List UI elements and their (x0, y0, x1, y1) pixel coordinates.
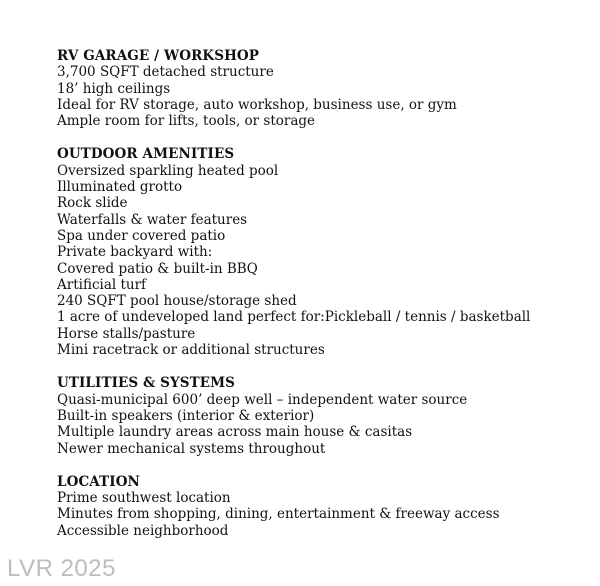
section-utilities-systems (57, 375, 587, 456)
feature-line: Illuminated grotto (57, 179, 183, 196)
section-outdoor-amenities (57, 146, 587, 358)
section-rv-garage-workshop (57, 48, 587, 129)
feature-line: Newer mechanical systems throughout (57, 440, 326, 457)
feature-line: Oversized sparkling heated pool (57, 162, 279, 179)
feature-line: Multiple laundry areas across main house & casitas (57, 424, 413, 441)
feature-line: 240 SQFT pool house/storage shed (57, 293, 297, 310)
feature-line: Minutes from shopping, dining, entertainment & freeway access (57, 506, 500, 523)
section-location (57, 474, 587, 539)
section-heading: LOCATION (57, 473, 140, 490)
feature-line: Ample room for lifts, tools, or storage (57, 113, 316, 130)
feature-line: Prime southwest location (57, 490, 231, 507)
feature-line: Private backyard with: (57, 244, 213, 261)
section-heading: RV GARAGE / WORKSHOP (57, 48, 260, 64)
feature-line: Horse stalls/pasture (57, 325, 196, 342)
property-features-document (57, 48, 587, 539)
feature-line: 1 acre of undeveloped land perfect for:Pickleball / tennis / basketball (57, 309, 531, 326)
section-heading: UTILITIES & SYSTEMS (57, 375, 235, 392)
feature-line: Built-in speakers (interior & exterior) (57, 407, 315, 424)
feature-line: 18’ high ceilings (57, 80, 171, 97)
feature-line: Ideal for RV storage, auto workshop, business use, or gym (57, 96, 457, 113)
watermark: LVR 2025 (7, 555, 116, 582)
feature-line: Spa under covered patio (57, 227, 226, 244)
feature-line: Mini racetrack or additional structures (57, 342, 325, 359)
feature-line: Covered patio & built-in BBQ (57, 260, 258, 277)
feature-line: Rock slide (57, 195, 128, 212)
feature-line: 3,700 SQFT detached structure (57, 64, 274, 81)
feature-line: Artificial turf (57, 276, 147, 293)
feature-line: Waterfalls & water features (57, 211, 248, 228)
feature-line: Quasi-municipal 600’ deep well – independent water source (57, 391, 468, 408)
section-heading: OUTDOOR AMENITIES (57, 146, 235, 163)
feature-line: Accessible neighborhood (57, 522, 229, 539)
